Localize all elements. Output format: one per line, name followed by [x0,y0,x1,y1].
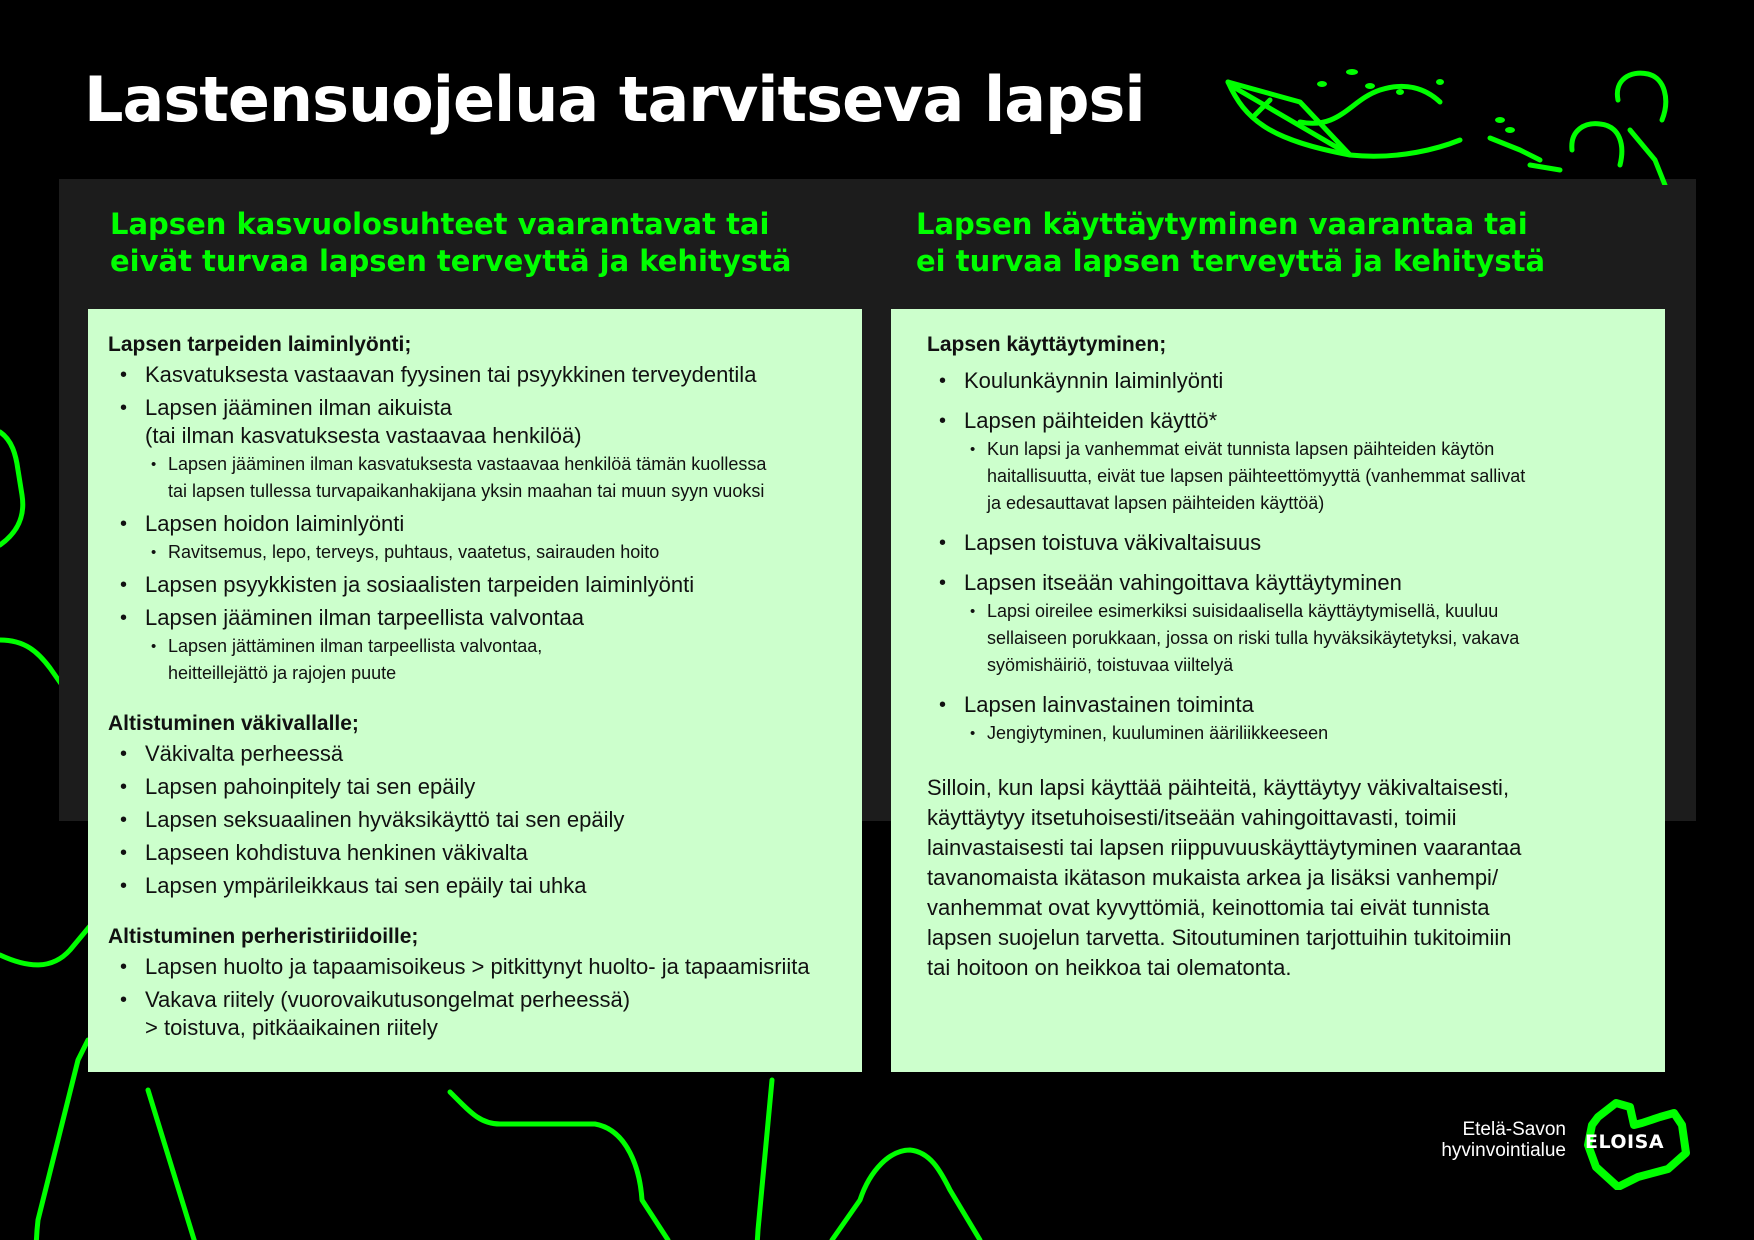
list-item [108,604,852,687]
right-column-heading [916,206,1545,280]
org-name-line1: Etelä-Savon [1462,1119,1566,1140]
sub-item-text-continued: tai lapsen tullessa turvapaikanhakijana yksin maahan tai muun syyn vuoksi [168,481,765,501]
list-item-text: Lapsen toistuva väkivaltaisuus [964,530,1262,555]
paragraph-line: vanhemmat ovat kyvyttömiä, keinottomia tai eivät tunnista [927,895,1490,920]
summary-paragraph [927,773,1635,983]
sub-list [145,633,852,687]
page-title: Lastensuojelua tarvitseva lapsi [84,63,1145,136]
list-item [108,510,852,566]
sub-list [964,720,1635,747]
section-title: Altistuminen väkivallalle; [108,712,359,735]
section-title: Lapsen tarpeiden laiminlyönti; [108,333,412,356]
list-item [108,986,852,1042]
list-item [927,529,1635,557]
list-item [927,367,1635,395]
sub-item-text-continued: ja edesauttavat lapsen päihteiden käyttöä) [987,493,1325,513]
bullet-list [108,361,852,687]
paragraph-line: tavanomaista ikätason mukaista arkea ja lisäksi vanhempi/ [927,865,1499,890]
sub-item-text-continued: sellaiseen porukkaan, jossa on riski tulla hyväksikäytetyksi, vakava [987,628,1520,648]
list-item-text-continued: (tai ilman kasvatuksesta vastaavaa henkilöä) [145,423,582,448]
left-column-heading [110,206,791,280]
list-item: • Väkivalta perheessä [108,740,852,768]
list-item-text: Lapsen itseään vahingoittava käyttäytyminen [964,570,1402,595]
list-item-text: Lapsen lainvastainen toiminta [964,692,1254,717]
sub-item-text: Kun lapsi ja vanhemmat eivät tunnista lapsen päihteiden käytön [987,439,1495,459]
sub-list [145,539,852,566]
bullet-list [108,740,852,900]
list-item: • Lapsen ympärileikkaus tai sen epäily tai uhka [108,872,852,900]
list-item-text: Lapsen jääminen ilman aikuista [145,395,452,420]
paragraph-line: Silloin, kun lapsi käyttää päihteitä, käyttäytyy väkivaltaisesti, [927,775,1510,800]
list-item [108,394,852,505]
list-item [108,361,852,389]
sub-list-item: • Ravitsemus, lepo, terveys, puhtaus, vaatetus, sairauden hoito [145,539,852,566]
list-item-text: Kasvatuksesta vastaavan fyysinen tai psyykkinen terveydentila [145,362,757,387]
list-item-text: Koulunkäynnin laiminlyönti [964,368,1224,393]
list-item: • Lapseen kohdistuva henkinen väkivalta [108,839,852,867]
eloisa-logo [1430,1095,1700,1190]
sub-item-text-continued: syömishäiriö, toistuvaa viiltelyä [987,655,1234,675]
sub-item-text-continued: haitallisuutta, eivät tue lapsen päihteettömyyttä (vanhemmat sallivat [987,466,1526,486]
decorative-line [36,1040,88,1240]
list-item-text-continued: > toistuva, pitkäaikainen riitely [145,1015,438,1040]
list-item-text: Lapsen hoidon laiminlyönti [145,511,405,536]
list-item-text: Vakava riitely (vuorovaikutusongelmat perheessä) [145,987,631,1012]
sub-item-text: Lapsen jättäminen ilman tarpeellista valvontaa, [168,636,543,656]
decorative-line [0,432,23,545]
sub-list [145,451,852,505]
bullet-list [927,367,1635,747]
right-heading-line1: Lapsen käyttäytyminen vaarantaa tai [916,207,1528,241]
sub-item-text: Lapsen jääminen ilman kasvatuksesta vastaavaa henkilöä tämän kuollessa [168,454,767,474]
decorative-line [450,1092,668,1240]
list-item [927,407,1635,517]
sub-list-item [964,598,1635,679]
org-name [1441,1119,1566,1161]
sub-list-item: • Jengiytyminen, kuuluminen ääriliikkeeseen [964,720,1635,747]
bullet-list [108,953,852,1042]
left-heading-line1: Lapsen kasvuolosuhteet vaarantavat tai [110,207,770,241]
list-item-text: Lapsen päihteiden käyttö* [964,408,1218,433]
list-item-text: Lapsen jääminen ilman tarpeellista valvontaa [145,605,585,630]
paragraph-line: käyttäytyy itsetuhoisesti/itseään vahingoittavasti, toimii [927,805,1457,830]
org-name-line2: hyvinvointialue [1441,1140,1566,1161]
list-item [108,571,852,599]
paragraph-line: lainvastaisesti tai lapsen riippuvuuskäyttäytyminen vaarantaa [927,835,1522,860]
paragraph-line: lapsen suojelun tarvetta. Sitoutuminen tarjottuihin tukitoimiin [927,925,1512,950]
list-item-text: Lapsen psyykkisten ja sosiaalisten tarpeiden laiminlyönti [145,572,695,597]
list-item [927,569,1635,679]
right-content-box [891,309,1665,1072]
sub-item-text-continued: heitteillejättö ja rajojen puute [168,663,397,683]
left-content-box [88,309,862,1072]
section-title: Altistuminen perheristiriidoille; [108,925,419,948]
decorative-line [832,1150,980,1240]
sub-item-text: Lapsi oireilee esimerkiksi suisidaalisella käyttäytymisellä, kuuluu [987,601,1499,621]
sub-list-item [145,633,852,687]
decorative-line [0,926,90,965]
sub-list-item [964,436,1635,517]
logo-wordmark: ELOISA [1585,1131,1665,1153]
list-item: • Lapsen huolto ja tapaamisoikeus > pitkittynyt huolto- ja tapaamisriita [108,953,852,981]
list-item: • Lapsen seksuaalinen hyväksikäyttö tai sen epäily [108,806,852,834]
sub-list [964,436,1635,517]
decorative-line [0,640,64,688]
section-title: Lapsen käyttäytyminen; [927,333,1167,356]
sub-list [964,598,1635,679]
paragraph-line: tai hoitoon on heikkoa tai olematonta. [927,955,1292,980]
right-heading-line2: ei turvaa lapsen terveyttä ja kehitystä [916,244,1546,278]
kite-and-children-illustration-icon [1200,60,1670,185]
sub-list-item [145,451,852,505]
list-item: • Lapsen pahoinpitely tai sen epäily [108,773,852,801]
list-item [927,691,1635,747]
left-heading-line2: eivät turvaa lapsen terveyttä ja kehitystä [110,244,792,278]
